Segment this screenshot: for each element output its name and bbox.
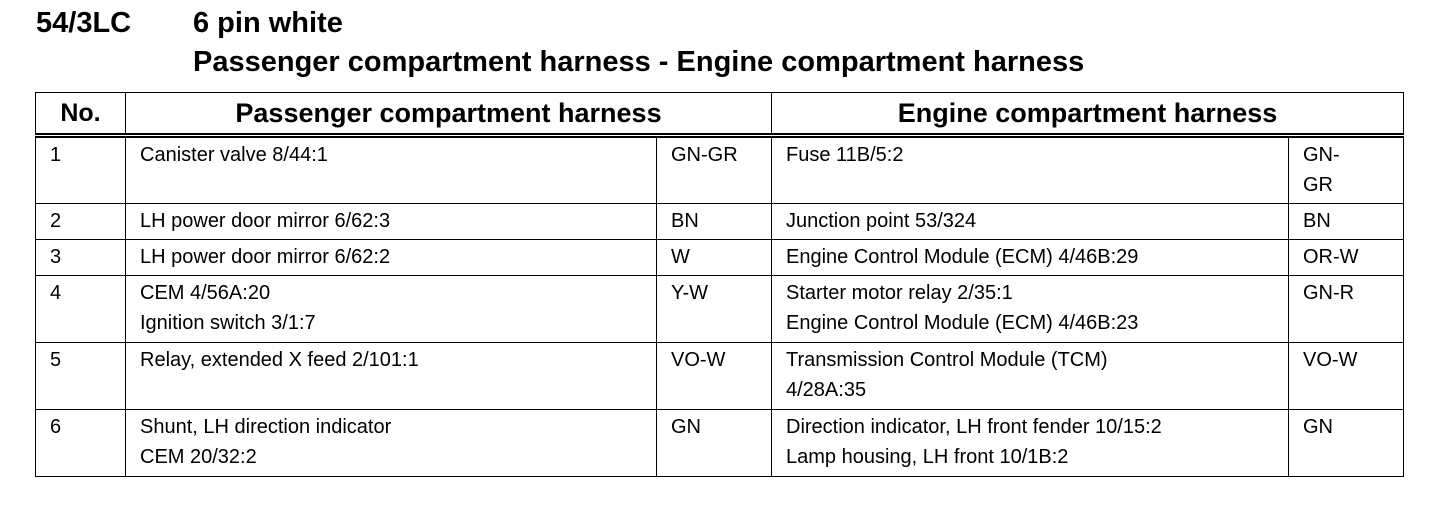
connection-line: LH power door mirror 6/62:2 [140, 246, 391, 268]
connection-line: Shunt, LH direction indicator [140, 416, 392, 438]
passenger-harness-connection [126, 204, 657, 240]
connection-line: CEM 4/56A:20 [140, 282, 271, 304]
engine-wire-color [1289, 276, 1404, 343]
connector-description: 6 pin white [193, 7, 343, 39]
table-header-row [36, 93, 1404, 136]
wire-color-line: GN [1303, 416, 1333, 438]
connection-line: Transmission Control Module (TCM) [786, 349, 1108, 371]
passenger-harness-connection [126, 343, 657, 410]
table-row [36, 204, 1404, 240]
passenger-harness-connection [126, 410, 657, 477]
connection-line: Junction point 53/324 [786, 210, 977, 232]
column-header-passenger: Passenger compartment harness [126, 93, 772, 136]
engine-wire-color [1289, 343, 1404, 410]
wire-color-line: VO-W [1303, 349, 1358, 371]
connection-line: Engine Control Module (ECM) 4/46B:29 [786, 246, 1139, 268]
engine-harness-connection [772, 343, 1289, 410]
table-row [36, 410, 1404, 477]
passenger-wire-color: BN [657, 204, 772, 240]
passenger-harness-connection [126, 240, 657, 276]
column-header-no: No. [36, 93, 126, 136]
connector-id: 54/3LC [36, 7, 132, 39]
connection-line: Direction indicator, LH front fender 10/15:2 [786, 416, 1162, 438]
wire-color-line: GN- [1303, 144, 1340, 166]
table-row [36, 136, 1404, 204]
connection-line: Relay, extended X feed 2/101:1 [140, 349, 419, 371]
passenger-wire-color: W [657, 240, 772, 276]
connection-line: Starter motor relay 2/35:1 [786, 282, 1013, 304]
pin-number: 6 [36, 410, 126, 477]
connection-line: CEM 20/32:2 [140, 446, 257, 468]
engine-harness-connection [772, 410, 1289, 477]
passenger-harness-connection [126, 276, 657, 343]
connection-line: Lamp housing, LH front 10/1B:2 [786, 446, 1069, 468]
connection-line: Canister valve 8/44:1 [140, 144, 328, 166]
connection-line: Fuse 11B/5:2 [786, 144, 904, 166]
wire-color-line: BN [1303, 210, 1331, 232]
wire-color-line: GN-R [1303, 282, 1355, 304]
passenger-wire-color: GN-GR [657, 136, 772, 204]
connection-line: LH power door mirror 6/62:3 [140, 210, 391, 232]
table-row [36, 343, 1404, 410]
connection-line: 4/28A:35 [786, 379, 867, 401]
pin-number: 3 [36, 240, 126, 276]
passenger-harness-connection [126, 136, 657, 204]
pin-number: 1 [36, 136, 126, 204]
wire-color-line: OR-W [1303, 246, 1359, 268]
engine-wire-color [1289, 136, 1404, 204]
engine-harness-connection [772, 136, 1289, 204]
engine-harness-connection [772, 240, 1289, 276]
pin-number: 2 [36, 204, 126, 240]
pin-number: 5 [36, 343, 126, 410]
passenger-wire-color: GN [657, 410, 772, 477]
passenger-wire-color: Y-W [657, 276, 772, 343]
passenger-wire-color: VO-W [657, 343, 772, 410]
connection-line: Engine Control Module (ECM) 4/46B:23 [786, 312, 1139, 334]
wire-color-line: GR [1303, 174, 1333, 196]
table-row [36, 240, 1404, 276]
engine-wire-color [1289, 410, 1404, 477]
wiring-table [35, 92, 1404, 477]
table-row [36, 276, 1404, 343]
engine-harness-connection [772, 204, 1289, 240]
engine-harness-connection [772, 276, 1289, 343]
column-header-engine: Engine compartment harness [772, 93, 1404, 136]
engine-wire-color [1289, 204, 1404, 240]
engine-wire-color [1289, 240, 1404, 276]
pin-number: 4 [36, 276, 126, 343]
harness-subtitle: Passenger compartment harness - Engine compartment harness [193, 46, 1085, 78]
connection-line: Ignition switch 3/1:7 [140, 312, 316, 334]
